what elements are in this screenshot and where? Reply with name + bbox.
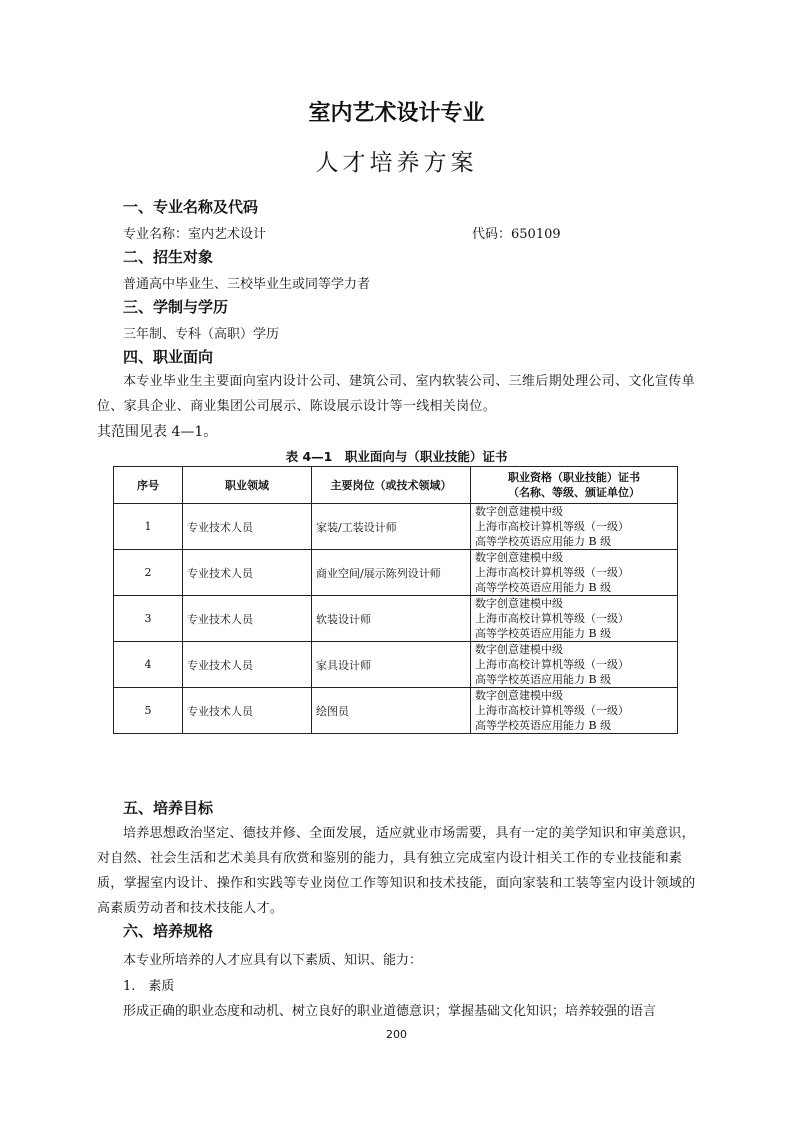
section-heading-6: 六、培养规格 — [123, 922, 214, 940]
cert-line: 数字创意建模中级 — [475, 597, 563, 610]
header-cert-line1: 职业资格（职业技能）证书 — [508, 471, 640, 484]
cert-line: 数字创意建模中级 — [475, 505, 563, 518]
cell-field: 专业技术人员 — [183, 596, 312, 642]
cell-field: 专业技术人员 — [183, 504, 312, 550]
cert-line: 数字创意建模中级 — [475, 551, 563, 564]
cell-cert — [471, 550, 678, 596]
cert-line: 上海市高校计算机等级（一级） — [475, 520, 629, 533]
cell-cert — [471, 504, 678, 550]
cert-line: 上海市高校计算机等级（一级） — [475, 612, 629, 625]
header-no: 序号 — [114, 467, 183, 504]
cert-line: 高等学校英语应用能力 B 级 — [475, 627, 612, 640]
cell-cert — [471, 688, 678, 734]
cell-post: 绘图员 — [312, 688, 471, 734]
cell-no: 3 — [114, 596, 183, 642]
duration-text: 三年制、专科（高职）学历 — [123, 327, 280, 342]
enrollment-text: 普通高中毕业生、三校毕业生或同等学力者 — [123, 277, 371, 292]
table-row — [114, 596, 678, 642]
header-post: 主要岗位（或技术领域） — [312, 467, 471, 504]
objective-paragraph: 培养思想政治坚定、德技并修、全面发展，适应就业市场需要，具有一定的美学知识和审美意识，对自然、社会生活和艺术美具有欣赏和鉴别的能力，具有独立完成室内设计相关工作的专业技能和素质，掌握室内设计、操作和实践等专业岗位工作等知识和技术技能，面向家装和工装等室内设计领域的高素质劳动者和技术技能人才。 — [97, 826, 696, 916]
cert-line: 上海市高校计算机等级（一级） — [475, 658, 629, 671]
cell-cert — [471, 596, 678, 642]
section-heading-1: 一、专业名称及代码 — [123, 198, 259, 216]
table-row — [114, 642, 678, 688]
career-certificate-table — [113, 466, 678, 734]
cert-line: 高等学校英语应用能力 B 级 — [475, 719, 612, 732]
cell-no: 1 — [114, 504, 183, 550]
table-header-row — [114, 467, 678, 504]
cell-no: 2 — [114, 550, 183, 596]
page-number: 200 — [386, 1028, 407, 1041]
cell-cert — [471, 642, 678, 688]
cell-post: 软装设计师 — [312, 596, 471, 642]
cert-line: 数字创意建模中级 — [475, 689, 563, 702]
cell-field: 专业技术人员 — [183, 642, 312, 688]
document-subtitle: 人才培养方案 — [315, 150, 478, 176]
cell-no: 4 — [114, 642, 183, 688]
cell-field: 专业技术人员 — [183, 688, 312, 734]
career-paragraph: 本专业毕业生主要面向室内设计公司、建筑公司、室内软装公司、三维后期处理公司、文化宣传单位、家具企业、商业集团公司展示、陈设展示设计等一线相关岗位。 — [97, 374, 695, 414]
cell-post: 家装/工装设计师 — [312, 504, 471, 550]
header-cert-line2: （名称、等级、颁证单位） — [508, 486, 640, 499]
table-caption: 表 4—1 职业面向与（职业技能）证书 — [285, 449, 508, 464]
spec-item-1-text: 形成正确的职业态度和动机、树立良好的职业道德意识；掌握基础文化知识；培养较强的语言 — [123, 1004, 657, 1019]
cell-field: 专业技术人员 — [183, 550, 312, 596]
table-row — [114, 688, 678, 734]
section-heading-3: 三、学制与学历 — [123, 298, 229, 316]
cell-no: 5 — [114, 688, 183, 734]
cell-post: 家具设计师 — [312, 642, 471, 688]
major-code: 代码：650109 — [472, 227, 561, 242]
cert-line: 上海市高校计算机等级（一级） — [475, 566, 629, 579]
cell-post: 商业空间/展示陈列设计师 — [312, 550, 471, 596]
cert-line: 高等学校英语应用能力 B 级 — [475, 581, 612, 594]
section-heading-4: 四、职业面向 — [123, 348, 214, 366]
spec-item-1: 1. 素质 — [123, 979, 175, 994]
major-name: 专业名称：室内艺术设计 — [123, 227, 267, 242]
cert-line: 高等学校英语应用能力 B 级 — [475, 535, 612, 548]
spec-intro: 本专业所培养的人才应具有以下素质、知识、能力： — [123, 953, 423, 968]
cert-line: 数字创意建模中级 — [475, 643, 563, 656]
table-row — [114, 504, 678, 550]
section-heading-2: 二、招生对象 — [123, 248, 214, 266]
table-row — [114, 550, 678, 596]
document-title: 室内艺术设计专业 — [308, 101, 485, 126]
header-cert — [471, 467, 678, 504]
cert-line: 上海市高校计算机等级（一级） — [475, 704, 629, 717]
section-heading-5: 五、培养目标 — [123, 799, 214, 817]
table-reference: 其范围见表 4—1。 — [97, 424, 218, 440]
header-field: 职业领域 — [183, 467, 312, 504]
cert-line: 高等学校英语应用能力 B 级 — [475, 673, 612, 686]
